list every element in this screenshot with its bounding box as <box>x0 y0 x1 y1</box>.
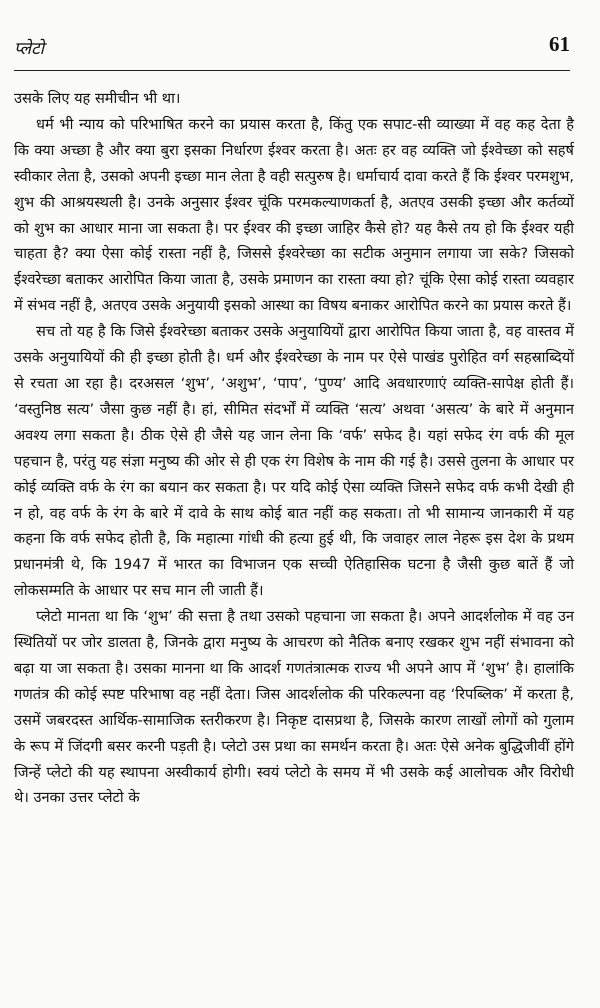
body-text <box>14 86 574 811</box>
paragraph-2: धर्म भी न्याय को परिभाषित करने का प्रयास करता है, किंतु एक सपाट-सी व्याख्या में वह कह देता है कि क्या अच्छा है और क्या बुरा इसका निर्धारण ईश्वर करता है। अतः हर वह व्यक्ति जो ईश्वेच्छा को सहर्ष स्वीकार लेता है, उसको अपनी इच्छा मान लेता है वही सत्पुरुष है। धर्माचार्य दावा करते हैं कि ईश्वर परमशुभ, शुभ की आश्रयस्थली है। उनके अनुसार ईश्वर चूंकि परमकल्याणकर्ता है, अतएव उसकी इच्छा और कर्तव्यों को शुभ का आधार माना जा सकता है। पर ईश्वर की इच्छा जाहिर कैसे हो? यह कैसे तय हो कि ईश्वर यही चाहता है? क्या ऐसा कोई रास्ता नहीं है, जिससे ईश्वरेच्छा का सटीक अनुमान लगाया जा सके? जिसको ईश्वरेच्छा बताकर आरोपित किया जाता है, उसके प्रमाणन का रास्ता क्या हो? चूंकि ऐसा कोई रास्ता व्यवहार में संभव नहीं है, अतएव उसके अनुयायी इसको आस्था का विषय बनाकर आरोपित करने का प्रयास करते हैं। <box>14 115 574 315</box>
header-rule <box>14 70 570 71</box>
paragraph-4: प्लेटो मानता था कि ‘शुभ’ की सत्ता है तथा उसको पहचाना जा सकता है। अपने आदर्शलोक में वह उन स्थितियों पर जोर डालता है, जिनके द्वारा मनुष्य के आचरण को नैतिक बनाए रखकर शुभ नहीं संभावना को बढ़ा या जा सकता है। उसका मानना था कि आदर्श गणतंत्रात्मक राज्य भी अपने आप में ‘शुभ’ है। हालांकि गणतंत्र की कोई स्पष्ट परिभाषा वह नहीं देता। जिस आदर्शलोक की परिकल्पना वह ‘रिपब्लिक’ में करता है, उसमें जबरदस्त आर्थिक-सामाजिक स्तरीकरण है। निकृष्ट दासप्रथा है, जिसके कारण लाखों लोगों को गुलाम के रूप में जिंदगी बसर करनी पड़ती है। प्लेटो उस प्रथा का समर्थन करता है। अतः ऐसे अनेक बुद्धिजीवीं होंगे जिन्हें प्लेटो की यह स्थापना अस्वीकार्य होगी। स्वयं प्लेटो के समय में भी उसके कई आलोचक और विरोधी थे। उनका उत्तर प्लेटो के <box>14 608 574 807</box>
page-number: 61 <box>549 32 570 56</box>
running-title: प्लेटो <box>14 39 45 59</box>
paragraph-3: सच तो यह है कि जिसे ईश्वरेच्छा बताकर उसके अनुयायियों द्वारा आरोपित किया जाता है, वह वास्तव में उसके अनुयायियों की ही इच्छा होती है। धर्म और ईश्वरेच्छा के नाम पर ऐसे पाखंड पुरोहित वर्ग सहस्राब्दियों से रचता आ रहा है। दरअसल ‘शुभ’, ‘अशुभ’, ‘पाप’, ‘पुण्य’ आदि अवधारणाएं व्यक्ति-सापेक्ष होती हैं। ‘वस्तुनिष्ठ सत्य’ जैसा कुछ नहीं है। हां, सीमित संदर्भों में व्यक्ति ‘सत्य’ अथवा ‘असत्य’ के बारे में अनुमान अवश्य लगा सकता है। ठीक ऐसे ही जैसे यह जान लेना कि ‘वर्फ’ सफेद है। यहां सफेद रंग वर्फ की मूल पहचान है, परंतु यह संज्ञा मनुष्य की ओर से ही एक रंग विशेष के नाम की गई है। उससे तुलना के आधार पर कोई व्यक्ति वर्फ के रंग का बयान कर सकता है। पर यदि कोई ऐसा व्यक्ति जिसने सफेद वर्फ कभी देखी ही न हो, वह वर्फ के रंग के बारे में दावे के साथ कोई बात नहीं कह सकता। तो भी सामान्य जानकारी में यह कहना कि वर्फ सफेद होती है, कि महात्मा गांधी की हत्या हुई थी, कि जवाहर लाल नेहरू इस देश के प्रथम प्रधानमंत्री थे, कि 1947 में भारत का विभाजन एक सच्ची ऐतिहासिक घटना है जैसी कुछ बातें हैं जो लोकसम्मति के आधार पर सच मान ली जाती हैं। <box>14 323 574 600</box>
running-head <box>14 30 570 60</box>
paragraph-1: उसके लिए यह समीचीन भी था। <box>14 90 181 107</box>
